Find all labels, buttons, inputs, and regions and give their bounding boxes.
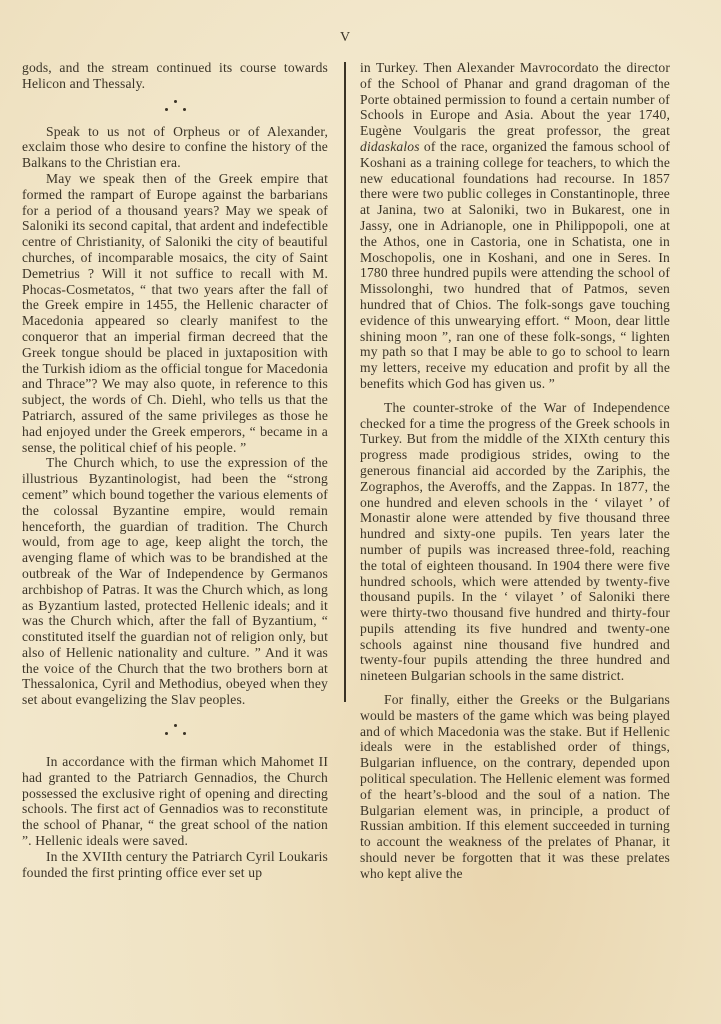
asterism-separator xyxy=(22,718,328,748)
paragraph xyxy=(360,60,670,392)
paragraph: In accordance with the firman which Mahomet II had granted to the Patriarch Gennadios, the Church possessed the exclusive right of opening and directing schools. The first act of Gennadios was to reconstitute the school of Phanar, “ the great school of the nation ”. Hellenic ideals were saved. xyxy=(22,754,328,849)
italic-term: didaskalos xyxy=(360,138,420,154)
paragraph: The Church which, to use the expression of the illustrious Byzantinologist, had been the “strong cement” which bound together the various elements of the colossal Byzantine empire, would remain henceforth, the guardian of tradition. The Church would, from age to age, keep alight the torch, the avenging flame of which was to be brandished at the outbreak of the War of Independence by Germanos archbishop of Patras. It was the Church which, as long as Byzantium lasted, protected Hellenic ideals; and it was the Church which, after the fall of Byzantium, “ constituted itself the guardian not of religion only, but also of Hellenic nationality and culture. ” And it was the voice of the Church that the two brothers born at Thessalonica, Cyril and Methodius, obeyed when they set about evangelizing the Slav peoples. xyxy=(22,455,328,708)
text-run: of the race, organized the famous school of Koshani as a training college for teachers, to which the new educational foundations had recourse. In 1857 there were two public colleges in Constantinople, three at Janina, two at Saloniki, two in Bukarest, one in Jassy, one in Adrianople, one in Philippopoli, one at the Athos, one in Castoria, one in Schatista, one in Moschopolis, one in Koshani, and one in Seres. In 1780 three hundred pupils were attending the school of Missolonghi, two hundred that of Patmos, seven hundred that of Chios. The folk-songs gave touching evidence of this unwearying effort. “ Moon, dear little shining moon ”, ran one of these folk-songs, “ lighten my path so that I may be able to go to school to learn my letters, receive my education and profit by all the benefits which God has given us. ” xyxy=(360,138,670,391)
paragraph: May we speak then of the Greek empire that formed the rampart of Europe against the barbarians for a period of a thousand years? May we speak of Saloniki its second capital, that ardent and indefectible centre of Christianity, of Saloniki the city of beautiful churches, of incomparable mosaics, the city of Saint Demetrius ? Will it not suffice to recall with M. Phocas-Cosmetatos, “ that two years after the fall of the Greek empire in 1455, the Hellenic character of Macedonia appeared so clearly manifest to the conqueror that an imperial firman decreed that the Greek tongue should be placed in juxtaposition with the Turkish idiom as the official tongue for Macedonia and Thrace”? We may also quote, in reference to this subject, the words of Ch. Diehl, who tells us that the Patriarch, assured of the same privileges as those he had enjoyed under the Greek emperors, “ became in a sense, the political chief of his people. ” xyxy=(22,170,329,455)
text-run: in Turkey. Then Alexander Mavrocordato the director of the School of Phanar and grand dragoman of the Porte obtained permission to found a certain number of Schools in Europe and Asia. About the year 1740, Eugène Voulgaris the great professor, the great xyxy=(360,60,670,139)
paragraph: For finally, either the Greeks or the Bulgarians would be masters of the game which was being played and of which Macedonia was the stake. But if Hellenic ideals were in the established order of things, Bulgarian influence, on the contrary, depended upon political speculation. The Hellenic element was formed of the heart’s-blood and the soul of a nation. The Bulgarian element was, in principle, a product of Russian ambition. If this element succeeded in turning to account the weakness of the prelates of Phanar, it should never be forgotten that it was these prelates who kept alive the xyxy=(360,692,670,881)
right-column xyxy=(360,60,670,882)
left-column xyxy=(22,60,328,880)
column-divider xyxy=(344,62,346,702)
paragraph: Speak to us not of Orpheus or of Alexander, exclaim those who desire to confine the history of the Balkans to the Christian era. xyxy=(22,123,328,171)
paragraph: In the XVIIth century the Patriarch Cyril Loukaris founded the first printing office ever set up xyxy=(22,848,328,880)
paragraph: The counter-stroke of the War of Independence checked for a time the progress of the Greek schools in Turkey. But from the middle of the XIXth century this progress made prodigious strides, owing to the generous financial aid accorded by the Zariphis, the Zographos, the Averoffs, and the Zappas. In 1877, the one hundred and eleven schools in the ‘ vilayet ’ of Monastir alone were attended by five thousand three hundred and sixty-one pupils. Ten years later the number of pupils was increased three-fold, reaching the total of eighteen thousand. In 1904 there were five hundred schools, which were attended by twenty-five thousand pupils. In the ‘ vilayet ’ of Saloniki there were thirty-two thousand five hundred and thirty-four pupils attending its five hundred and twenty-one schools against nine thousand five hundred and twenty-four pupils attending the three hundred and nineteen Bulgarian schools in the same district. xyxy=(360,399,670,684)
asterism-separator xyxy=(22,94,328,118)
page-number: V xyxy=(339,30,351,45)
paragraph: gods, and the stream continued its course towards Helicon and Thessaly. xyxy=(22,60,328,91)
